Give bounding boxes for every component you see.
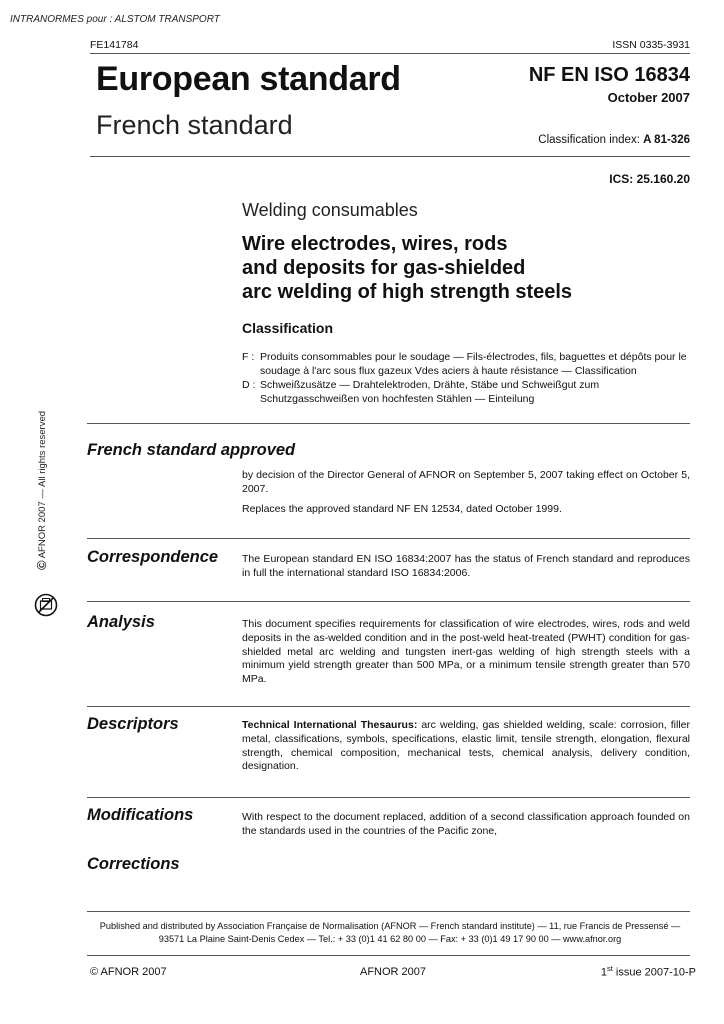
footer-divider [87,911,690,912]
translation-text: Produits consommables pour le soudage — Fils-électrodes, fils, baguettes et dépôts pour le soudage à l'arc sous flux gazeux Vdes aciers à haute résistance — Classification [260,351,687,377]
copyright-sidebar-text: AFNOR 2007 — All rights reserved [37,410,48,559]
document-title-line: arc welding of high strength steels [242,281,573,303]
classification-index-value: A 81-326 [643,134,690,146]
issn-number: ISSN 0335-3931 [612,39,690,51]
section-divider [87,797,690,798]
approval-paragraph: by decision of the Director General of AFNOR on September 5, 2007 taking effect on October 5, 2007. [242,469,690,495]
classification-heading: Classification [242,320,334,336]
distribution-note: INTRANORMES pour : ALSTOM TRANSPORT [10,14,220,25]
section-heading-descriptors: Descriptors [87,715,179,733]
title-divider [90,156,690,157]
copyright-symbol: © [34,560,49,570]
translation-german [242,378,692,406]
section-heading-modifications: Modifications [87,806,194,824]
footer-issue [601,964,696,979]
publisher-line: Published and distributed by Association Française de Normalisation (AFNOR — French standard institute) — 11, rue Francis de Pressensé — [99,921,681,931]
section-body-descriptors [242,719,690,774]
section-body-correspondence: The European standard EN ISO 16834:2007 has the status of French standard and reproduces in full the international standard ISO 16834:2006. [242,553,690,579]
section-heading-correspondence: Correspondence [87,548,219,566]
footer-copyright: © AFNOR 2007 [90,966,167,978]
document-title-line: Wire electrodes, wires, rods [242,233,508,255]
classification-index-label: Classification index: [538,134,640,146]
issue-number: 1 [600,966,607,979]
standard-date: October 2007 [607,90,690,105]
section-heading-corrections: Corrections [87,855,180,873]
ics-code: ICS: 25.160.20 [609,172,690,186]
header-divider [90,53,690,54]
section-divider [87,423,690,424]
section-body-approved [242,469,690,522]
publisher-info [90,920,690,946]
section-body-modifications: With respect to the document replaced, addition of a second classification approach founded on the standards used in the countries of the Pacific zone, [242,811,690,837]
standard-number: NF EN ISO 16834 [528,64,690,86]
no-photocopy-icon [34,593,58,617]
standard-type-title: European standard [96,60,401,98]
standard-type-subtitle: French standard [96,110,293,140]
section-heading-approved: French standard approved [87,441,296,459]
footer-divider [87,955,690,956]
section-divider [87,706,690,707]
publisher-contact-line: 93571 La Plaine Saint-Denis Cedex — Tel.: + 33 (0)1 41 62 80 00 — Fax: + 33 (0)1 49 17 90 00 — www.afnor.org [158,934,622,944]
classification-index [538,134,690,146]
replacement-paragraph: Replaces the approved standard NF EN 12534, dated October 1999. [242,502,562,515]
section-body-analysis: This document specifies requirements for classification of wire electrodes, wires, rods and weld deposits in the as-welded condition and in the post-weld heat-treated (PWHT) condition for gas-shielded metal arc welding and tungsten inert-gas welding of high strength steels with a minimum yield strength greater than 500 MPa, or a minimum tensile strength greater than 570 MPa. [242,618,690,686]
copyright-sidebar [34,411,49,570]
thesaurus-label: Technical International Thesaurus: [242,719,418,731]
descriptors-list: arc welding, gas shielded welding, scale: corrosion, filler metal, classifications, symbols, specifications, elastic limit, tensile strength, elongation, flexural strength, chemical composition, mechanical tests, chemical analysis, delivery condition, designation. [242,719,690,773]
document-title [242,232,682,304]
section-divider [87,538,690,539]
translation-lang-label: D : [242,379,256,391]
document-title-line: and deposits for gas-shielded [242,257,526,279]
translation-french [242,350,692,378]
document-reference: FE141784 [90,39,139,51]
issue-code: issue 2007-10-P [612,966,696,979]
issue-ordinal: st [606,964,613,973]
footer-publisher: AFNOR 2007 [360,966,427,978]
document-subject: Welding consumables [242,200,418,220]
translation-lang-label: F : [242,351,255,363]
section-heading-analysis: Analysis [87,613,155,631]
section-divider [87,601,690,602]
translation-text: Schweißzusätze — Drahtelektroden, Drähte, Stäbe und Schweißgut zum Schutzgasschweißen von hochfesten Stählen — Einteilung [260,379,600,405]
